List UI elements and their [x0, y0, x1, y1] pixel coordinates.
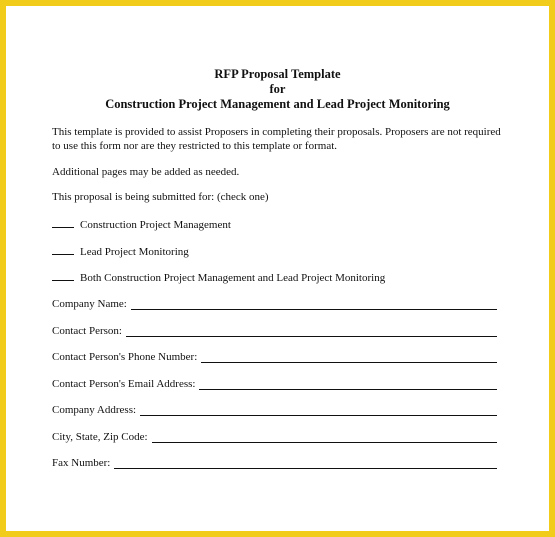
contact-phone-field[interactable] — [52, 351, 497, 364]
field-label: Contact Person: — [52, 325, 122, 337]
check-blank[interactable] — [52, 271, 74, 281]
option-lead-monitoring[interactable] — [52, 245, 189, 259]
option-construction-pm[interactable] — [52, 218, 231, 232]
fill-line[interactable] — [199, 389, 497, 390]
fill-line[interactable] — [131, 309, 497, 310]
field-label: City, State, Zip Code: — [52, 431, 148, 443]
field-label: Contact Person's Email Address: — [52, 378, 196, 390]
city-state-zip-field[interactable] — [52, 431, 497, 444]
option-label: Both Construction Project Management and Lead Project Monitoring — [80, 272, 386, 284]
fill-line[interactable] — [126, 336, 497, 337]
field-label: Company Name: — [52, 298, 127, 310]
fill-line[interactable] — [140, 415, 497, 416]
option-label: Construction Project Management — [80, 219, 231, 231]
document-title: RFP Proposal Template — [214, 67, 341, 81]
field-label: Contact Person's Phone Number: — [52, 351, 198, 363]
company-name-field[interactable] — [52, 298, 497, 311]
document-subtitle: Construction Project Management and Lead Project Monitoring — [105, 97, 450, 111]
additional-pages-note: Additional pages may be added as needed. — [52, 166, 240, 178]
option-label: Lead Project Monitoring — [80, 246, 189, 258]
title-connector: for — [269, 82, 286, 96]
fax-number-field[interactable] — [52, 457, 497, 470]
check-blank[interactable] — [52, 218, 74, 228]
field-label: Fax Number: — [52, 457, 111, 469]
intro-paragraph: This template is provided to assist Proposers in completing their proposals. Proposers are not required to use this form nor are they restricted to this template or format. — [52, 126, 501, 152]
submission-instruction: This proposal is being submitted for: (check one) — [52, 191, 269, 203]
company-address-field[interactable] — [52, 404, 497, 417]
field-label: Company Address: — [52, 404, 137, 416]
check-blank[interactable] — [52, 245, 74, 255]
fill-line[interactable] — [152, 442, 497, 443]
fill-line[interactable] — [201, 362, 497, 363]
option-both[interactable] — [52, 271, 385, 285]
contact-person-field[interactable] — [52, 325, 497, 338]
fill-line[interactable] — [114, 468, 497, 469]
contact-email-field[interactable] — [52, 378, 497, 391]
